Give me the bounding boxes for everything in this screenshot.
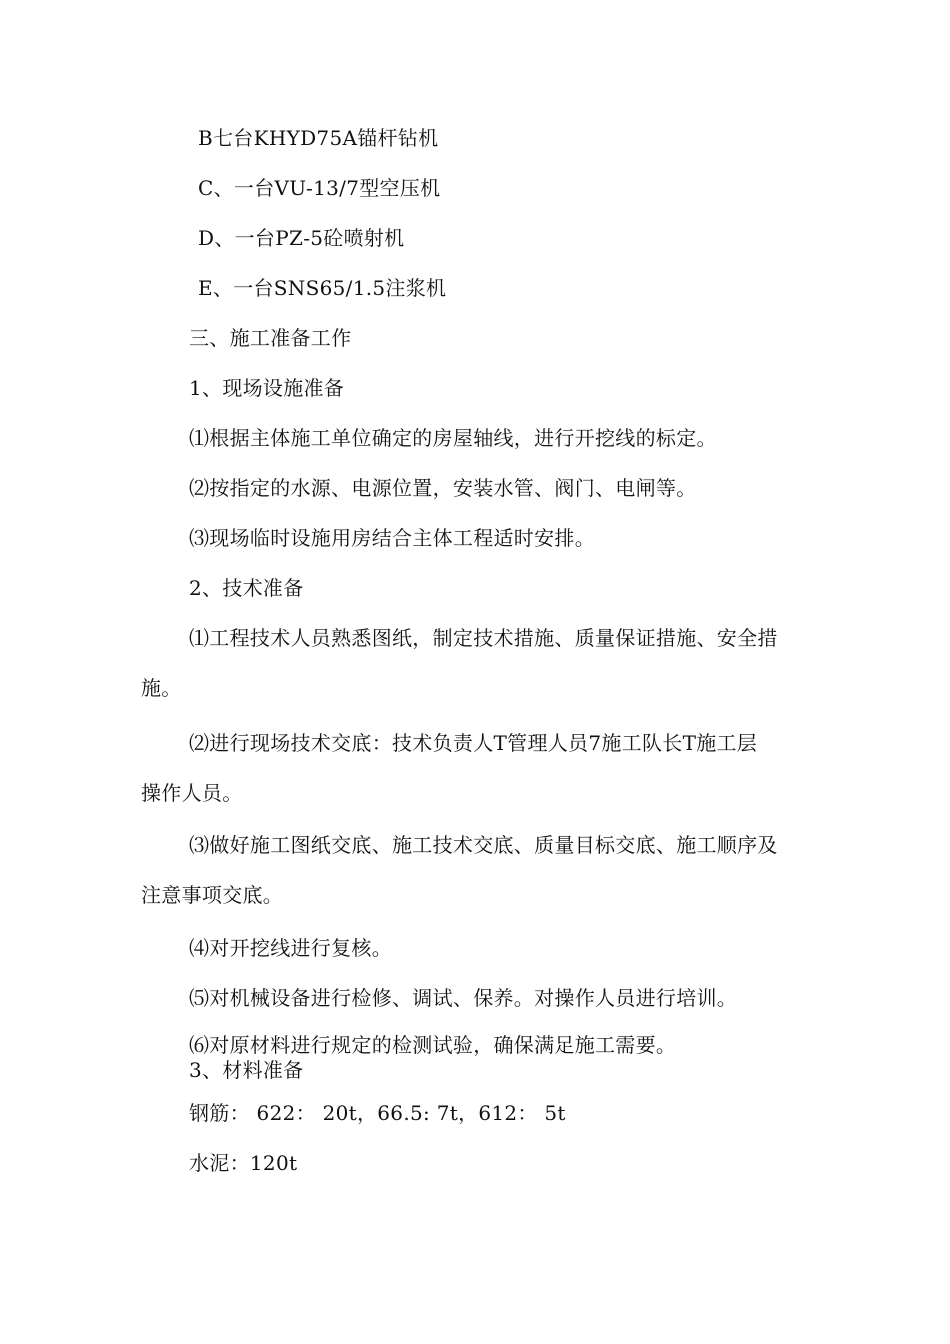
site-item-1: ⑴根据主体施工单位确定的房屋轴线，进行开挖线的标定。 (189, 426, 717, 450)
tech-item-2-continued: 操作人员。 (141, 781, 243, 805)
material-cement: 水泥：120t (189, 1151, 298, 1175)
tech-item-5: ⑸对机械设备进行检修、调试、保养。对操作人员进行培训。 (189, 986, 738, 1010)
tech-item-3: ⑶做好施工图纸交底、施工技术交底、质量目标交底、施工顺序及 (189, 833, 778, 857)
equipment-item-c: C、一台VU-13/7型空压机 (198, 176, 441, 200)
site-item-3: ⑶现场临时设施用房结合主体工程适时安排。 (189, 526, 595, 550)
section-heading-construction-prep: 三、施工准备工作 (189, 326, 352, 350)
tech-item-4: ⑷对开挖线进行复核。 (189, 936, 392, 960)
subheading-materials-prep: 3、材料准备 (189, 1058, 304, 1082)
site-item-2: ⑵按指定的水源、电源位置，安装水管、阀门、电闸等。 (189, 476, 697, 500)
tech-item-3-continued: 注意事项交底。 (141, 883, 284, 907)
tech-item-2: ⑵进行现场技术交底：技术负责人T管理人员7施工队长T施工层 (189, 731, 758, 755)
subheading-technical-prep: 2、技术准备 (189, 576, 304, 600)
tech-item-1: ⑴工程技术人员熟悉图纸，制定技术措施、质量保证措施、安全措 (189, 626, 778, 650)
equipment-item-b: B七台KHYD75A锚杆钻机 (198, 126, 439, 150)
subheading-site-facilities: 1、现场设施准备 (189, 376, 345, 400)
equipment-item-d: D、一台PZ-5砼喷射机 (198, 226, 405, 250)
tech-item-6: ⑹对原材料进行规定的检测试验，确保满足施工需要。 (189, 1033, 677, 1057)
tech-item-1-continued: 施。 (141, 676, 182, 700)
equipment-item-e: E、一台SNS65/1.5注浆机 (198, 276, 447, 300)
material-steel: 钢筋： 622： 20t，66.5: 7t，612： 5t (189, 1101, 566, 1125)
